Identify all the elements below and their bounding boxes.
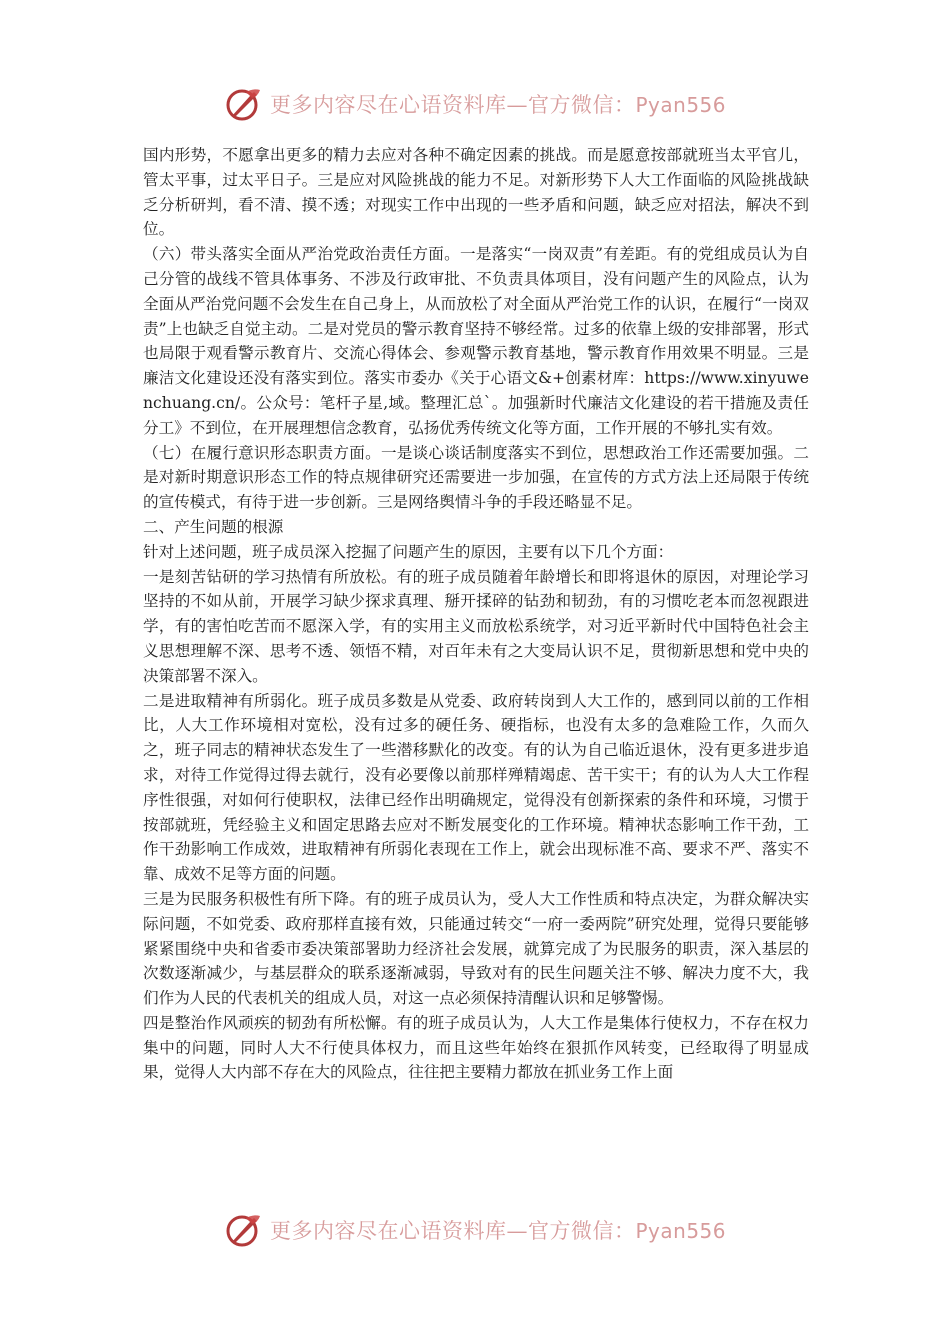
header-banner xyxy=(0,84,950,124)
wechat-id: Pyan556 xyxy=(635,1219,726,1243)
paragraph: 一是刻苦钻研的学习热情有所放松。有的班子成员随着年龄增长和即将退休的原因，对理论学习坚持的不如从前，开展学习缺少探求真理、掰开揉碎的钻劲和韧劲，有的习惯吃老本而忽视跟进学，有的害怕吃苦而不愿深入学，有的实用主义而放松系统学，对习近平新时代中国特色社会主义思想理解不深、思考不透、领悟不精，对百年未有之大变局认识不足，贯彻新思想和党中央的决策部署不深入。 xyxy=(143,567,809,685)
paragraph: （六）带头落实全面从严治党政治责任方面。一是落实“一岗双责”有差距。有的党组成员认为自己分管的战线不管具体事务、不涉及行政审批、不负责具体项目，没有问题产生的风险点，认为全面从严治党问题不会发生在自己身上，从而放松了对全面从严治党工作的认识，在履行“一岗双责”上也缺乏自觉主动。二是对党员的警示教育坚持不够经常。过多的依靠上级的安排部署，形式也局限于观看警示教育片、交流心得体会、参观警示教育基地，警示教育作用效果不明显。三是廉洁文化建设还没有落实到位。落实市委办《关于心语文&+创素材库：https://www.xinyuwenchuang.cn/。公众号：笔杆子星,域。整理汇总`。加强新时代廉洁文化建设的若干措施及责任分工》不到位，在开展理想信念教育，弘扬优秀传统文化等方面，工作开展的不够扎实有效。 xyxy=(143,245,809,437)
paragraph: 三是为民服务积极性有所下降。有的班子成员认为，受人大工作性质和特点决定，为群众解决实际问题，不如党委、政府那样直接有效，只能通过转交“一府一委两院”研究处理，觉得只要能够紧紧围绕中央和省委市委决策部署助力经济社会发展，就算完成了为民服务的职责，深入基层的次数逐渐减少，与基层群众的联系逐渐减弱，导致对有的民生问题关注不够、解决力度不大，我们作为人民的代表机关的组成人员，对这一点必须保持清醒认识和足够警惕。 xyxy=(143,889,809,1008)
quill-logo-icon xyxy=(224,86,264,122)
paragraph: （七）在履行意识形态职责方面。一是谈心谈话制度落实不到位，思想政治工作还需要加强。二是对新时期意识形态工作的特点规律研究还需要进一步加强，在宣传的方式方法上还局限于传统的宣传模式，有待于进一步创新。三是网络舆情斗争的手段还略显不足。 xyxy=(143,443,809,512)
footer-banner xyxy=(0,1210,950,1250)
quill-logo-icon xyxy=(224,1212,264,1248)
wechat-id: Pyan556 xyxy=(635,93,726,117)
document-body xyxy=(143,143,809,1085)
paragraph: 二是进取精神有所弱化。班子成员多数是从党委、政府转岗到人大工作的，感到同以前的工作相比，人大工作环境相对宽松，没有过多的硬任务、硬指标，也没有太多的急难险工作，久而久之，班子同志的精神状态发生了一些潜移默化的改变。有的认为自己临近退休，没有更多进步追求，对待工作觉得过得去就行，没有必要像以前那样殚精竭虑、苦干实干；有的认为人大工作程序性很强，对如何行使职权，法律已经作出明确规定，觉得没有创新探索的条件和环境，习惯于按部就班，凭经验主义和固定思路去应对不断发展变化的工作环境。精神状态影响工作干劲，工作干劲影响工作成效，进取精神有所弱化表现在工作上，就会出现标准不高、要求不严、落实不靠、成效不足等方面的问题。 xyxy=(143,691,809,884)
banner-text xyxy=(270,1215,726,1245)
banner-label: 更多内容尽在心语资料库—官方微信： xyxy=(269,93,636,117)
paragraph: 针对上述问题，班子成员深入挖掘了问题产生的原因，主要有以下几个方面： xyxy=(143,542,674,561)
banner-label: 更多内容尽在心语资料库—官方微信： xyxy=(269,1219,636,1243)
paragraph: 国内形势，不愿拿出更多的精力去应对各种不确定因素的挑战。而是愿意按部就班当太平官儿，管太平事，过太平日子。三是应对风险挑战的能力不足。对新形势下人大工作面临的风险挑战缺乏分析研判，看不清、摸不透；对现实工作中出现的一些矛盾和问题，缺乏应对招法，解决不到位。 xyxy=(143,146,809,239)
section-heading: 二、产生问题的根源 xyxy=(143,517,284,536)
paragraph: 四是整治作风顽疾的韧劲有所松懈。有的班子成员认为，人大工作是集体行使权力，不存在权力集中的问题，同时人大不行使具体权力，而且这些年始终在狠抓作风转变，已经取得了明显成果，觉得人大内部不存在大的风险点，往往把主要精力都放在抓业务工作上面 xyxy=(143,1013,809,1082)
banner-text xyxy=(270,89,726,119)
